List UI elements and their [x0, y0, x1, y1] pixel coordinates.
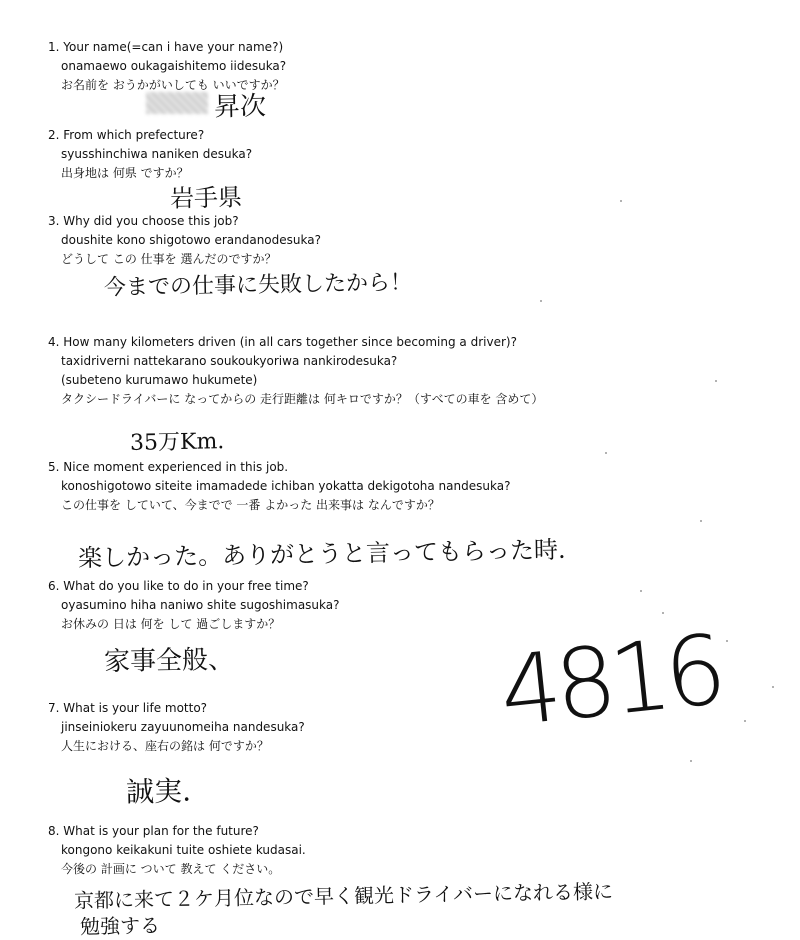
question-romaji: syusshinchiwa naniken desuka?	[61, 147, 253, 161]
question-japanese: 出身地は 何県 ですか？	[61, 166, 189, 180]
question-6	[48, 577, 339, 634]
question-japanese: タクシードライバーに なってからの 走行距離は 何キロですか？（すべての車を 含めて）	[61, 392, 544, 406]
question-title: 3. Why did you choose this job?	[48, 214, 239, 228]
question-romaji: oyasumino hiha naniwo shite sugoshimasuka?	[61, 598, 340, 612]
question-4	[48, 333, 543, 409]
scan-speck	[662, 612, 664, 614]
question-7	[48, 699, 305, 756]
answer-5: 楽しかった。ありがとうと言ってもらった時.	[77, 535, 566, 573]
question-2	[48, 126, 252, 183]
question-5	[48, 458, 510, 515]
scan-speck	[640, 590, 642, 592]
scan-speck	[540, 300, 542, 302]
question-title: 1. Your name(=can i have your name?)	[48, 40, 284, 54]
question-romaji: taxidriverni nattekarano soukoukyoriwa nankirodesuka?	[61, 354, 398, 368]
scan-speck	[715, 380, 717, 382]
question-romaji-2: (subeteno kurumawo hukumete)	[61, 373, 258, 387]
question-romaji: jinseiniokeru zayuunomeiha nandesuka?	[61, 720, 305, 734]
question-title: 5. Nice moment experienced in this job.	[48, 460, 289, 474]
scan-speck	[744, 720, 746, 722]
question-japanese: この仕事を していて、今までで 一番 よかった 出来事は なんですか？	[61, 498, 440, 512]
answer-2: 岩手県	[169, 183, 243, 213]
answer-8: 京都に来て２ケ月位なので早く観光ドライバーになれる様に	[73, 879, 614, 913]
question-romaji: onamaewo oukagaishitemo iidesuka?	[61, 59, 287, 73]
question-japanese: お休みの 日は 何を して 過ごしますか？	[61, 617, 281, 631]
question-japanese: どうして この 仕事を 選んだのですか？	[61, 252, 277, 266]
answer-1: 昇次	[213, 91, 267, 123]
question-romaji: doushite kono shigotowo erandanodesuka?	[61, 233, 321, 247]
scan-speck	[605, 452, 607, 454]
question-romaji: kongono keikakuni tuite oshiete kudasai.	[61, 843, 306, 857]
scan-speck	[620, 200, 622, 202]
answer-3: 今までの仕事に失敗したから！	[103, 270, 413, 301]
question-8	[48, 822, 306, 879]
answer-7: 誠実.	[125, 774, 192, 809]
question-3	[48, 212, 321, 269]
question-title: 8. What is your plan for the future?	[48, 824, 259, 838]
answer-4: 35万Km.	[129, 429, 225, 456]
question-romaji: konoshigotowo siteite imamadede ichiban yokatta dekigotoha nandesuka?	[61, 479, 511, 493]
question-title: 6. What do you like to do in your free time?	[48, 579, 309, 593]
question-title: 7. What is your life motto?	[48, 701, 208, 715]
scan-speck	[690, 760, 692, 762]
handwritten-number: 4816	[494, 613, 726, 749]
question-title: 2. From which prefecture?	[48, 128, 205, 142]
question-japanese: お名前を おうかがいしても いいですか？	[61, 78, 285, 92]
scan-speck	[726, 640, 728, 642]
question-japanese: 人生における、座右の銘は 何ですか？	[61, 739, 269, 753]
scan-speck	[772, 686, 774, 688]
question-japanese: 今後の 計画に ついて 教えて ください。	[61, 862, 281, 876]
answer-6: 家事全般、	[103, 644, 235, 678]
redacted-surname	[146, 92, 208, 114]
question-title: 4. How many kilometers driven (in all cars together since becoming a driver)?	[48, 335, 517, 349]
answer-8-line-2: 勉強する	[79, 913, 161, 939]
scan-speck	[700, 520, 702, 522]
